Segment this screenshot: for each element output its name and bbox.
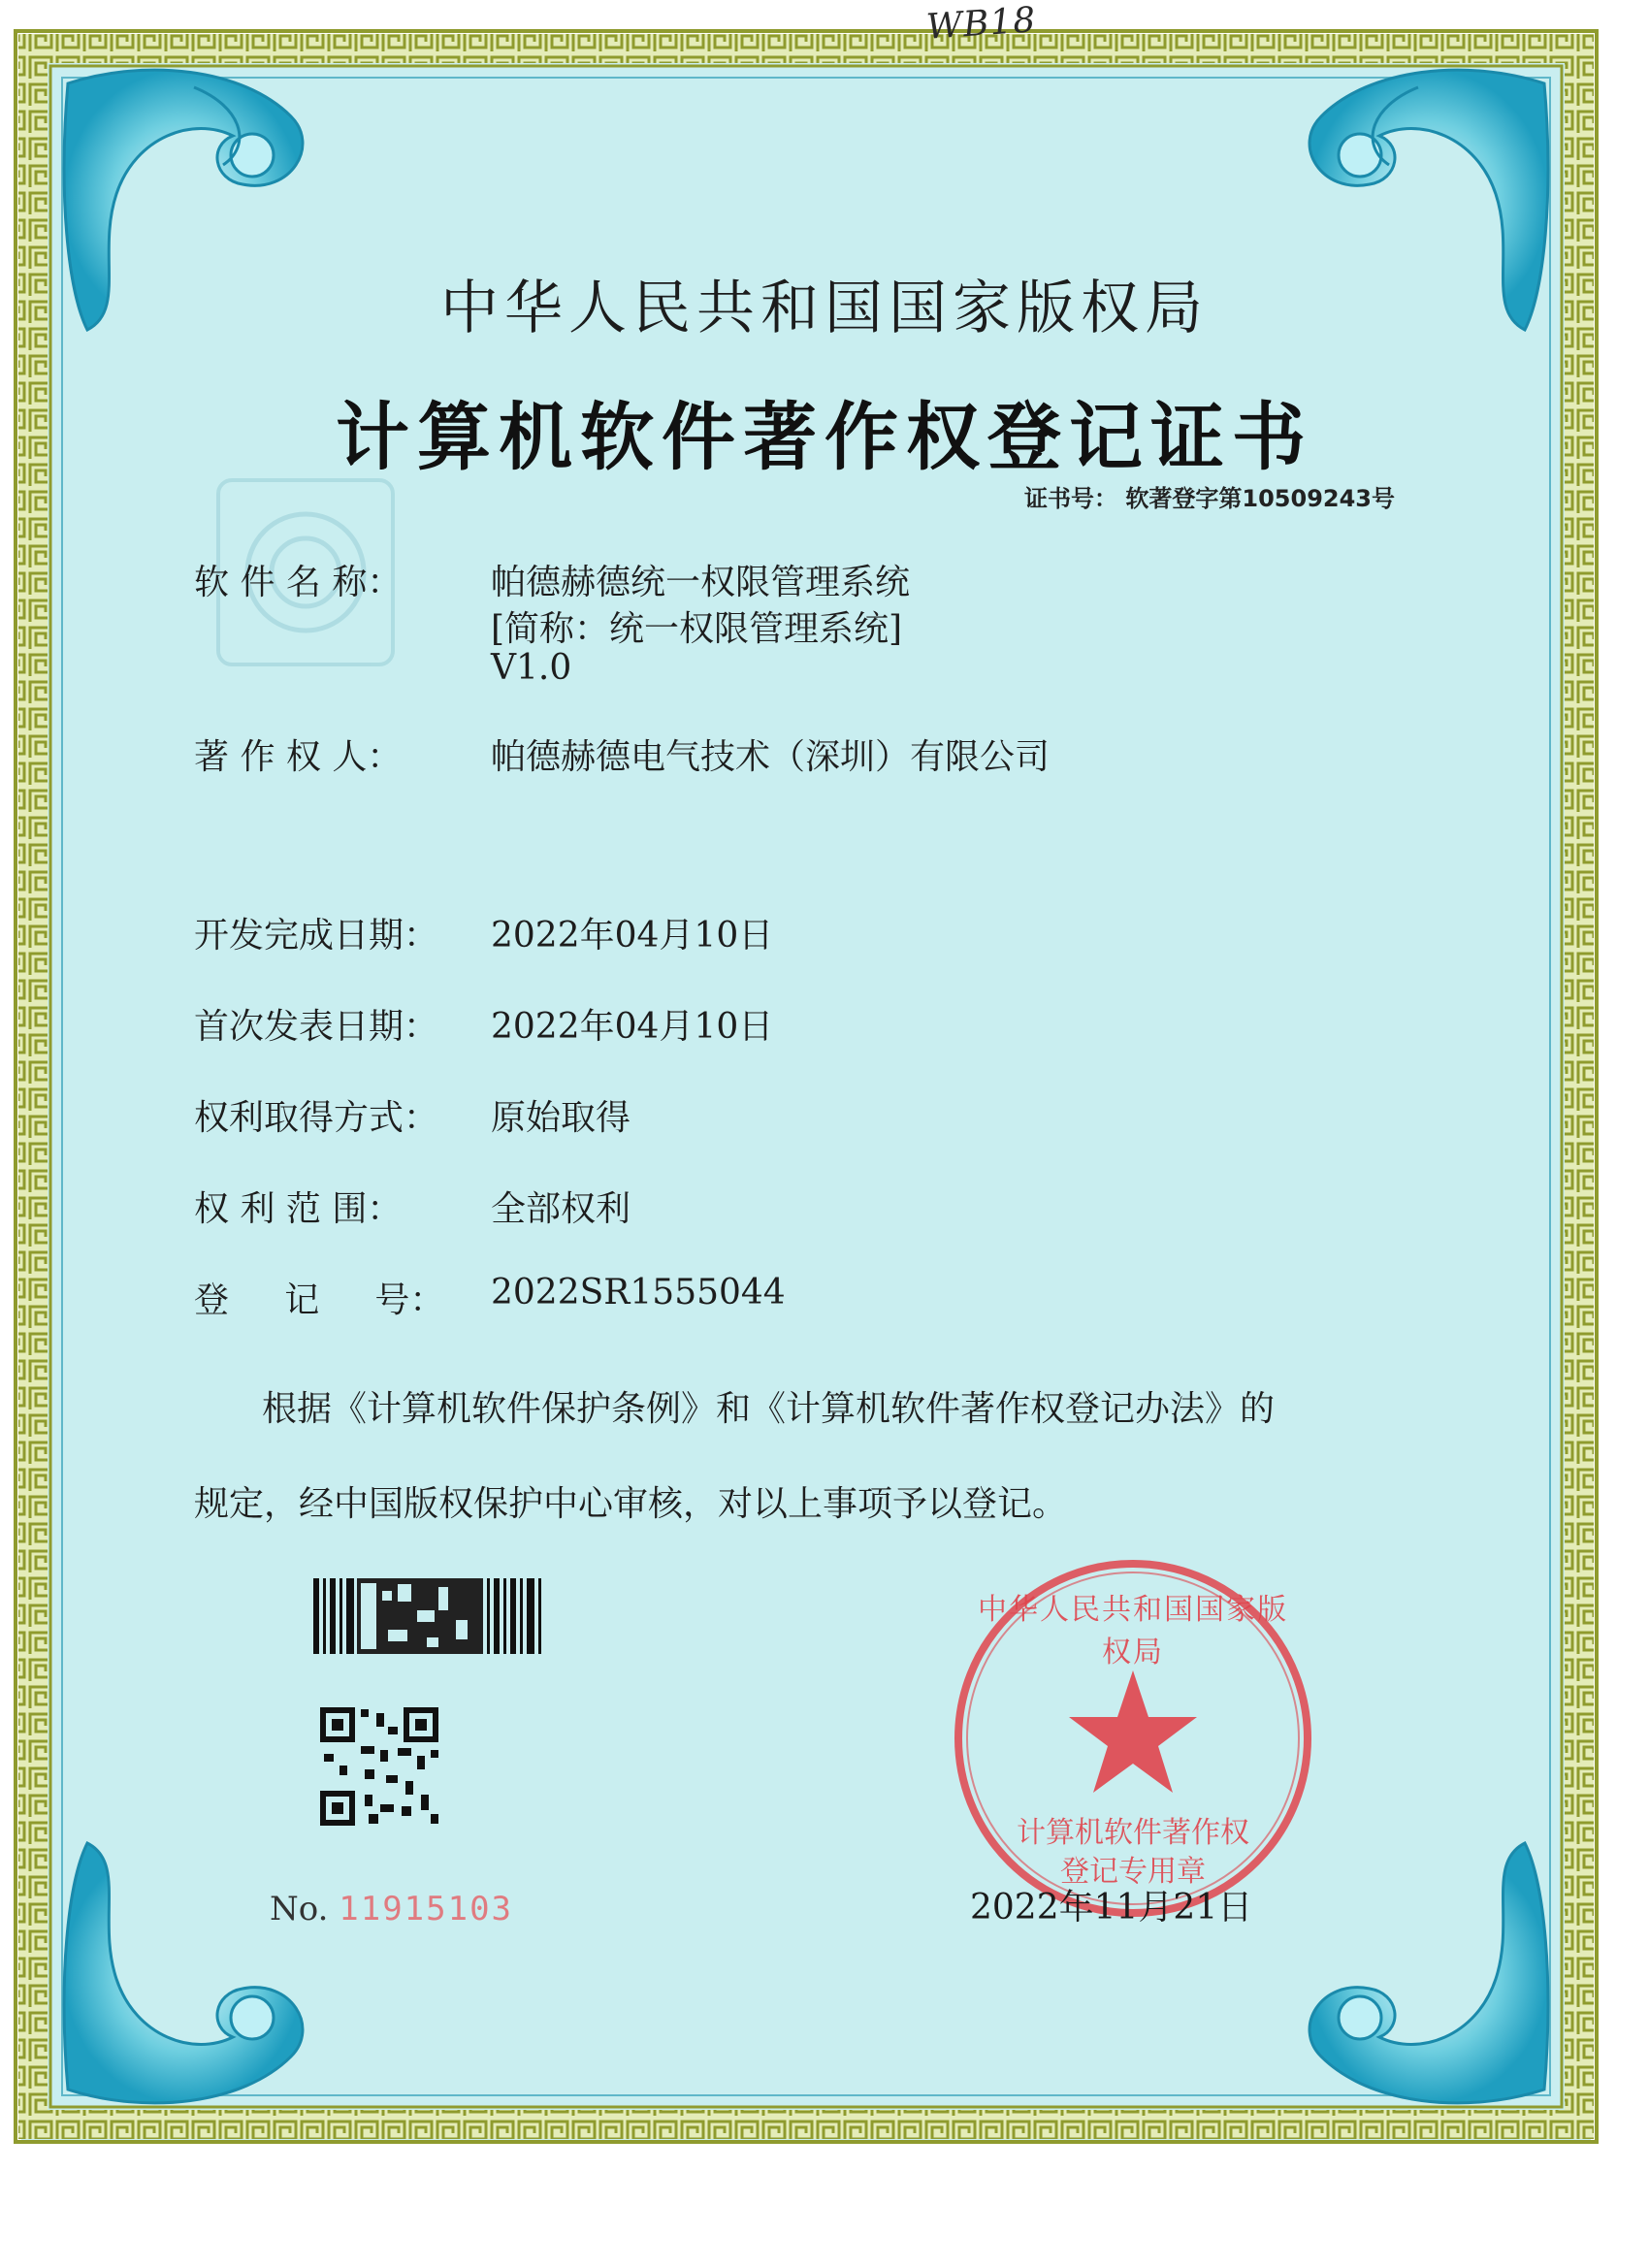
certificate-number-label: 证书号： bbox=[1024, 485, 1118, 512]
statement-line1: 根据《计算机软件保护条例》和《计算机软件著作权登记办法》的 bbox=[262, 1389, 1276, 1429]
issue-date: 2022年11月21日 bbox=[970, 1888, 1253, 1928]
field-value: 2022年04月10日 bbox=[491, 1007, 774, 1047]
field-label: 著 作 权 人： bbox=[194, 737, 403, 777]
field-software-name bbox=[194, 555, 911, 688]
field-label: 登 记 号： bbox=[194, 1280, 445, 1320]
seal-ring-text: 中华人民共和国国家版权局 bbox=[978, 1593, 1288, 1669]
serial-number bbox=[270, 1890, 513, 1928]
certificate-number-value: 软著登字第10509243号 bbox=[1125, 485, 1395, 512]
field-first-published bbox=[194, 999, 774, 1049]
serial-value: 11915103 bbox=[339, 1890, 514, 1928]
field-value: 帕德赫德统一权限管理系统 bbox=[491, 563, 911, 602]
field-value: 全部权利 bbox=[491, 1189, 631, 1229]
field-value: 原始取得 bbox=[491, 1098, 631, 1138]
field-registration-number bbox=[194, 1273, 786, 1322]
field-label: 权利取得方式： bbox=[194, 1098, 439, 1138]
field-label: 开发完成日期： bbox=[194, 916, 439, 956]
certificate-subtitle: 计算机软件著作权登记证书 bbox=[336, 394, 1313, 480]
certificate-number bbox=[1024, 479, 1395, 513]
field-value: 2022SR1555044 bbox=[491, 1273, 786, 1312]
field-value: 2022年04月10日 bbox=[491, 916, 774, 956]
field-value-line3: V1.0 bbox=[491, 648, 572, 688]
barcode-icon bbox=[313, 1578, 541, 1654]
serial-prefix: No. bbox=[270, 1890, 329, 1928]
field-copyright-owner bbox=[194, 729, 1051, 779]
field-value: 帕德赫德电气技术（深圳）有限公司 bbox=[491, 737, 1051, 777]
seal-inner-line2: 登记专用章 bbox=[1060, 1855, 1206, 1889]
field-rights-acquisition bbox=[194, 1090, 631, 1140]
page-title: 中华人民共和国国家版权局 bbox=[440, 275, 1209, 342]
statement-line2: 规定，经中国版权保护中心审核，对以上事项予以登记。 bbox=[194, 1484, 1068, 1524]
field-label: 软 件 名 称： bbox=[194, 563, 403, 602]
field-rights-scope bbox=[194, 1182, 631, 1231]
field-value-line2: [简称：统一权限管理系统] bbox=[491, 609, 903, 649]
field-label: 首次发表日期： bbox=[194, 1007, 439, 1047]
qr-code-icon bbox=[320, 1707, 438, 1826]
handwritten-note: WB18 bbox=[924, 0, 1038, 48]
corner-ornament-icon bbox=[64, 1843, 303, 2103]
seal-star-icon bbox=[1069, 1670, 1197, 1793]
seal-inner-line1: 计算机软件著作权 bbox=[1017, 1816, 1249, 1850]
corner-ornament-icon bbox=[1310, 1843, 1548, 2103]
field-development-completed bbox=[194, 908, 774, 957]
field-label: 权 利 范 围： bbox=[194, 1189, 403, 1229]
